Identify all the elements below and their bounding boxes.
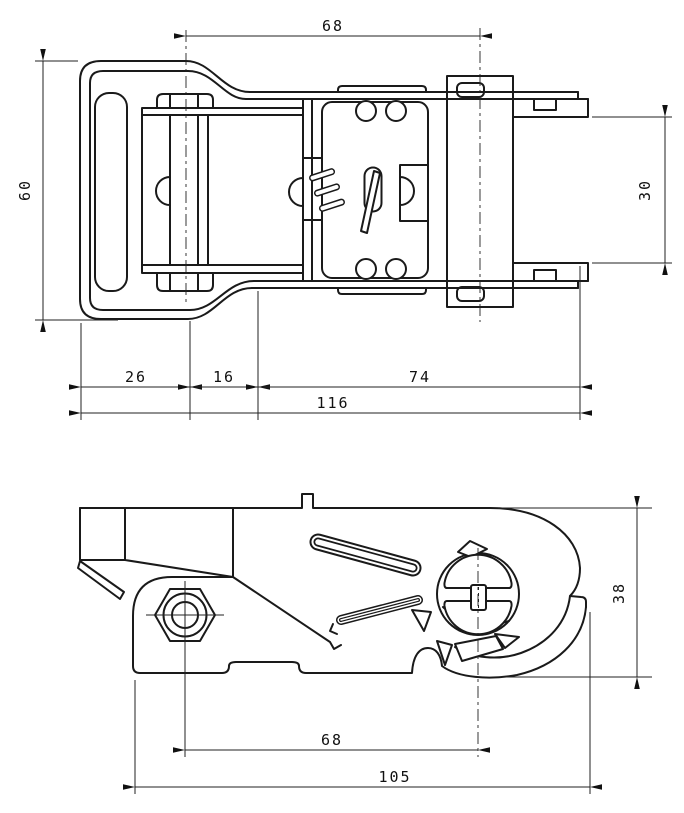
rivet-hole: [386, 101, 406, 121]
pivot-hole-right: [289, 178, 303, 206]
spring: [313, 172, 342, 209]
dim-60-left: 60: [16, 178, 34, 202]
side-centerlines: [185, 548, 478, 757]
lever-lower-edge: [233, 577, 341, 649]
dim-68-top: 68: [321, 17, 345, 35]
mechanism: [303, 86, 428, 294]
ratchet-tooth: [412, 610, 431, 631]
dim-74: 74: [408, 368, 432, 386]
plate-slots: [318, 542, 418, 634]
strap-spike: [78, 561, 124, 599]
dim-116: 116: [316, 394, 350, 412]
cross-rails: [142, 99, 312, 281]
rivet-hole: [386, 259, 406, 279]
ratchet-tooth: [437, 641, 452, 665]
dim-68-side: 68: [320, 731, 344, 749]
dim-38: 38: [610, 581, 628, 605]
dim-105: 105: [378, 768, 412, 786]
rivet-hole: [356, 259, 376, 279]
lever-handle: [78, 508, 341, 649]
flange-plates: [513, 92, 588, 288]
release-lever-slot: [361, 171, 380, 233]
top-view: [16, 17, 672, 420]
side-view-dimensions: [135, 508, 652, 794]
side-view: [78, 494, 652, 794]
dim-16: 16: [212, 368, 236, 386]
top-view-dimensions: [16, 17, 672, 420]
dim-26: 26: [124, 368, 148, 386]
hex-bolts: [157, 94, 213, 291]
ratchet-wheel: [412, 541, 519, 665]
pivot-hole-left: [156, 177, 170, 205]
rivet-hole: [356, 101, 376, 121]
dim-30-right: 30: [636, 178, 654, 202]
spindle-lines: [170, 115, 208, 265]
webbing-slot: [95, 93, 127, 291]
